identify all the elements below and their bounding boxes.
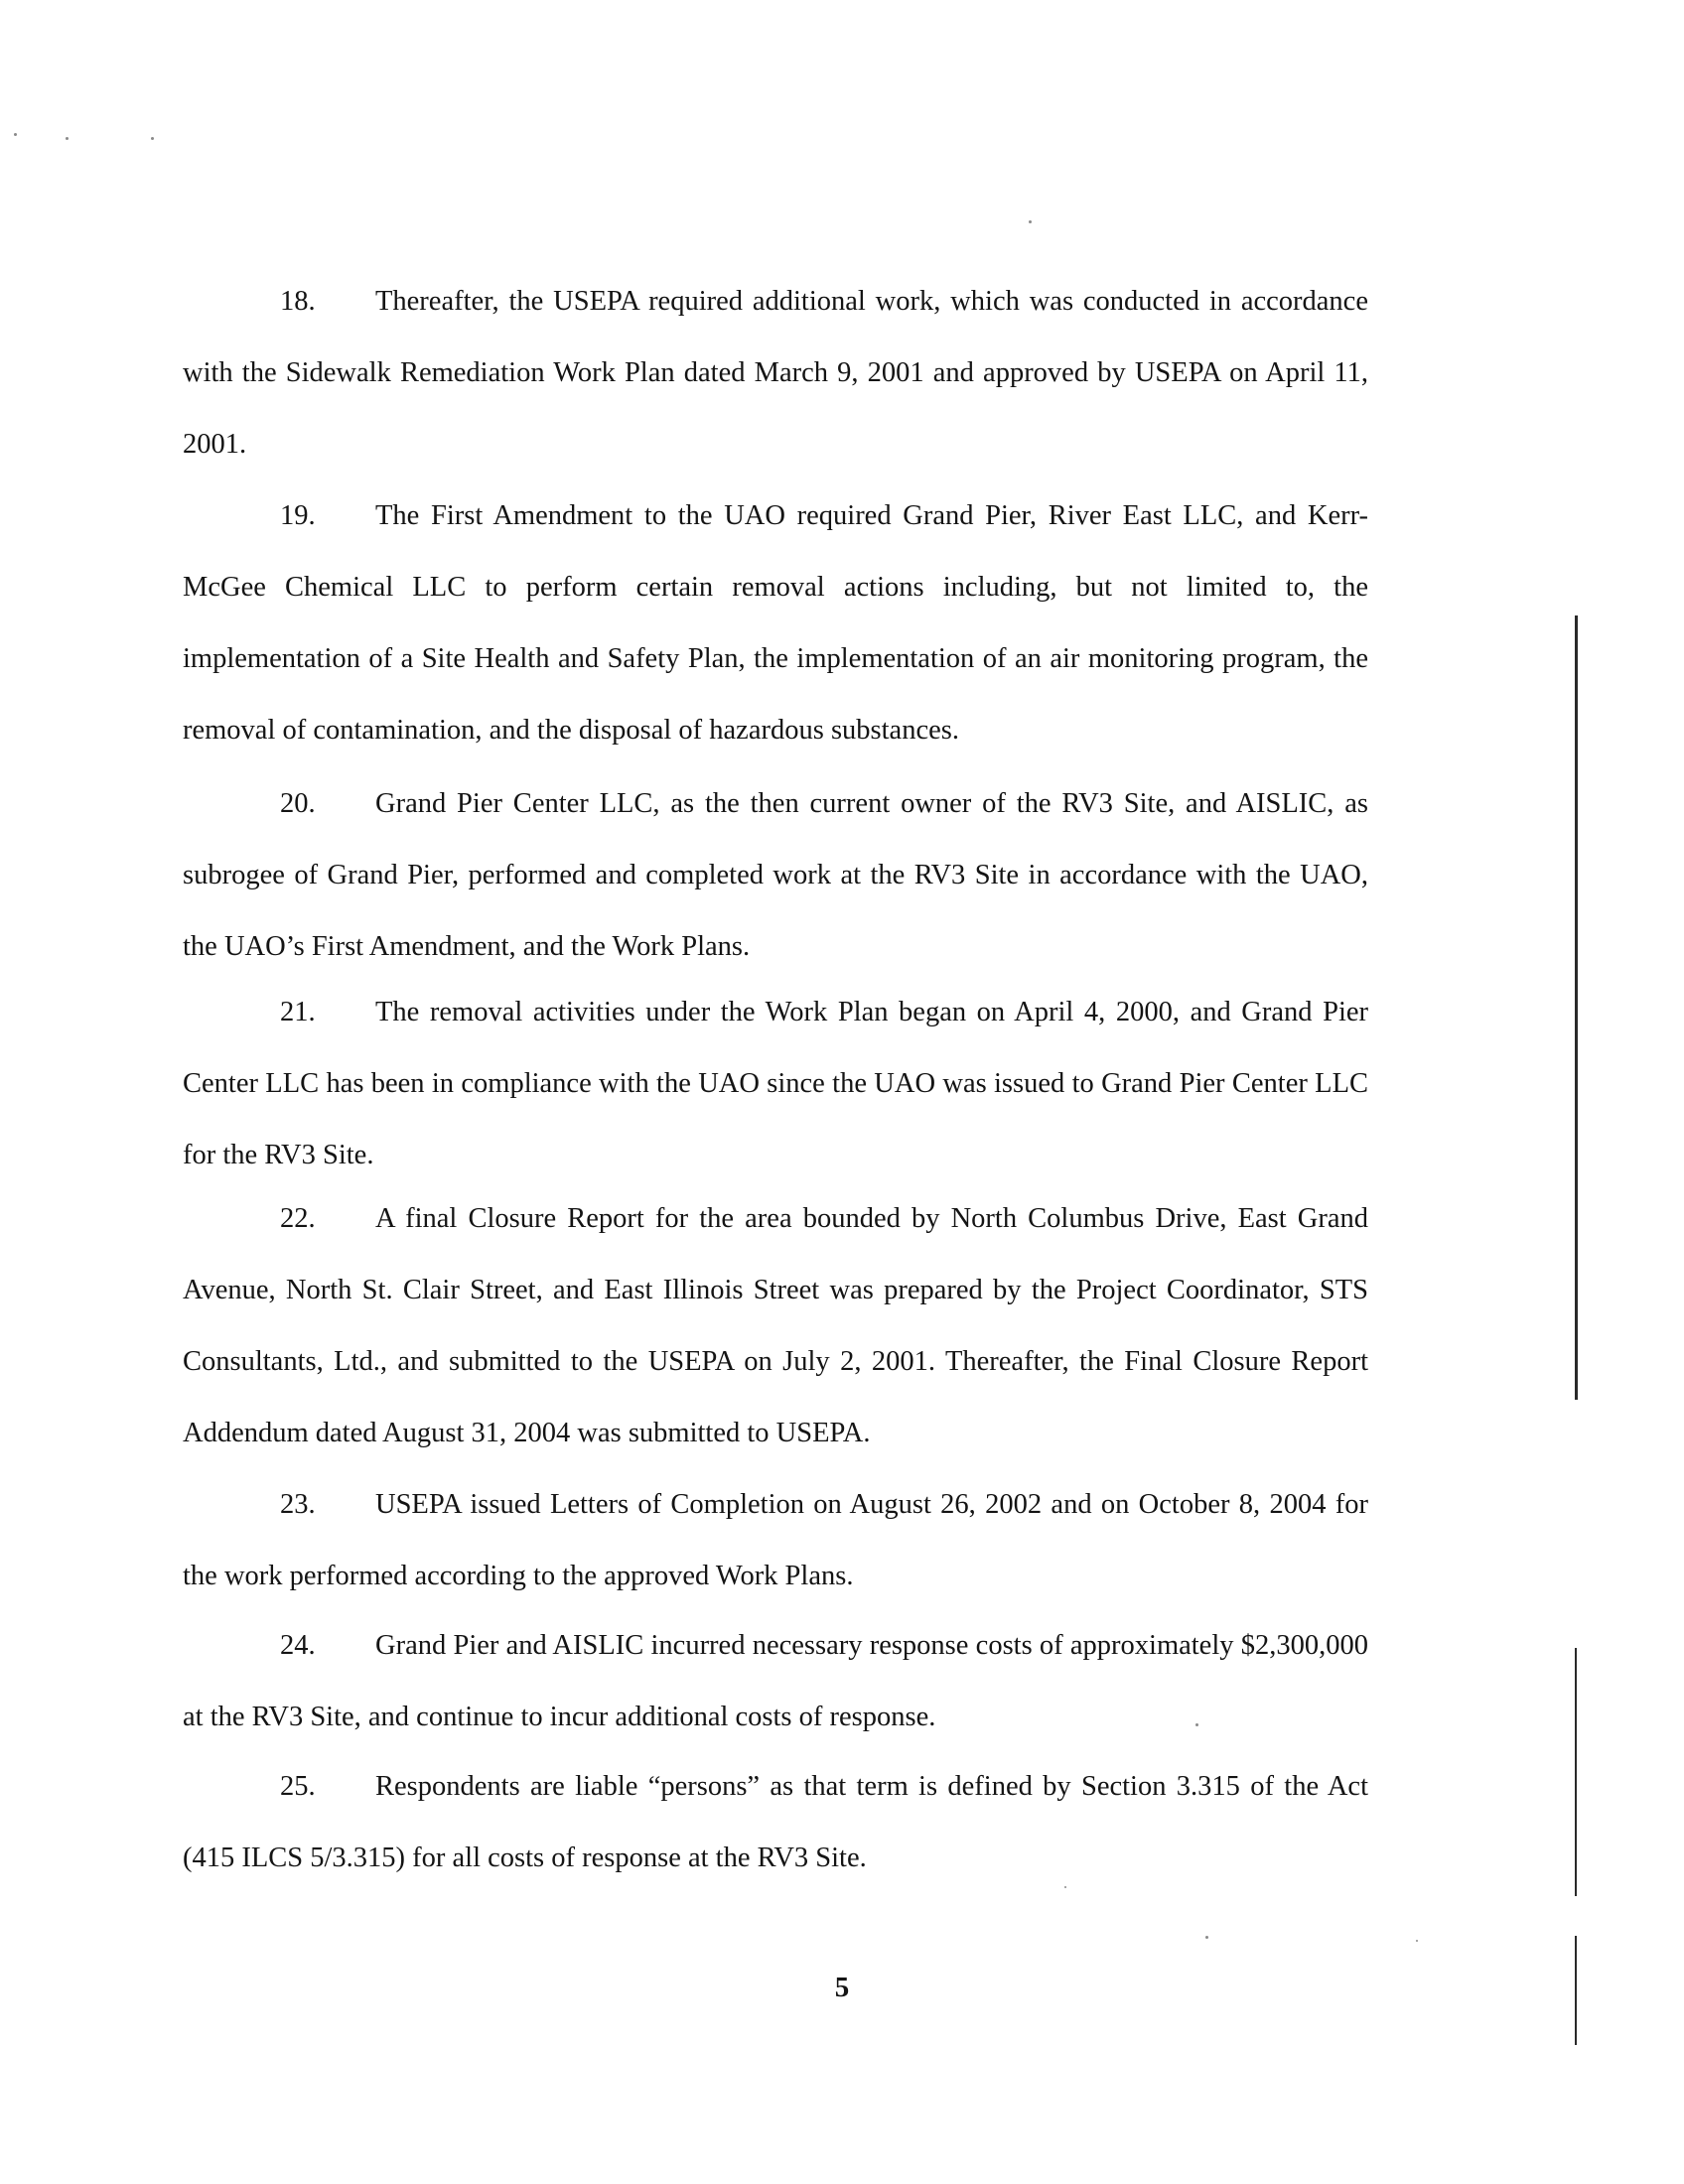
paragraph-21 [183, 977, 1368, 1191]
paragraph-text: The First Amendment to the UAO required Grand Pier, River East LLC, and Kerr-McGee Chemical LLC to perform certain removal actions including, but not limited to, the implementation of a Site Health and Safety Plan, the implementation of an air monitoring program, the removal of contamination, and the disposal of hazardous substances. [183, 500, 1368, 746]
scan-speck [1195, 1723, 1198, 1726]
paragraph-20 [183, 768, 1368, 983]
paragraph-23 [183, 1469, 1368, 1612]
paragraph-text: Grand Pier and AISLIC incurred necessary response costs of approximately $2,300,000 at the RV3 Site, and continue to incur additional costs of response. [183, 1630, 1368, 1732]
paragraph-text: Thereafter, the USEPA required additional work, which was conducted in accordance with the Sidewalk Remediation Work Plan dated March 9, 2001 and approved by USEPA on April 11, 2001. [183, 286, 1368, 460]
scan-speck [151, 137, 154, 140]
paragraph-22 [183, 1183, 1368, 1469]
paragraph-number: 22. [280, 1203, 316, 1234]
paragraph-number: 20. [280, 788, 316, 819]
scan-margin-line [1575, 1648, 1577, 1896]
paragraph-18 [183, 266, 1368, 480]
paragraph-number: 21. [280, 997, 316, 1027]
paragraph-25 [183, 1751, 1368, 1894]
paragraph-text: USEPA issued Letters of Completion on August 26, 2002 and on October 8, 2004 for the work performed according to the approved Work Plans. [183, 1489, 1368, 1591]
scan-margin-line [1575, 1936, 1577, 2045]
scan-speck [1064, 1886, 1066, 1888]
paragraph-text: Grand Pier Center LLC, as the then current owner of the RV3 Site, and AISLIC, as subrogee of Grand Pier, performed and completed work at the RV3 Site in accordance with the UAO, the UAO’s First Amendment, and the Work Plans. [183, 788, 1368, 962]
paragraph-number: 23. [280, 1489, 316, 1520]
scan-speck [1029, 220, 1032, 223]
paragraph-24 [183, 1610, 1368, 1753]
paragraph-number: 24. [280, 1630, 316, 1661]
paragraph-text: A final Closure Report for the area bounded by North Columbus Drive, East Grand Avenue, North St. Clair Street, and East Illinois Street was prepared by the Project Coordinator, STS Consultants, Ltd., and submitted to the USEPA on July 2, 2001. Thereafter, the Final Closure Report Addendum dated August 31, 2004 was submitted to USEPA. [183, 1203, 1368, 1448]
scan-margin-line [1575, 615, 1578, 1400]
scan-speck [66, 137, 69, 140]
paragraph-19 [183, 480, 1368, 766]
paragraph-text: Respondents are liable “persons” as that term is defined by Section 3.315 of the Act (415 ILCS 5/3.315) for all costs of response at the RV3 Site. [183, 1771, 1368, 1873]
page-number: 5 [834, 1972, 850, 2003]
paragraph-text: The removal activities under the Work Plan began on April 4, 2000, and Grand Pier Center LLC has been in compliance with the UAO since the UAO was issued to Grand Pier Center LLC for the RV3 Site. [183, 997, 1368, 1170]
scan-speck [14, 133, 17, 136]
scan-speck [1416, 1940, 1418, 1942]
paragraph-number: 25. [280, 1771, 316, 1802]
paragraph-number: 19. [280, 500, 316, 531]
scan-speck [1205, 1936, 1208, 1939]
paragraph-number: 18. [280, 286, 316, 317]
